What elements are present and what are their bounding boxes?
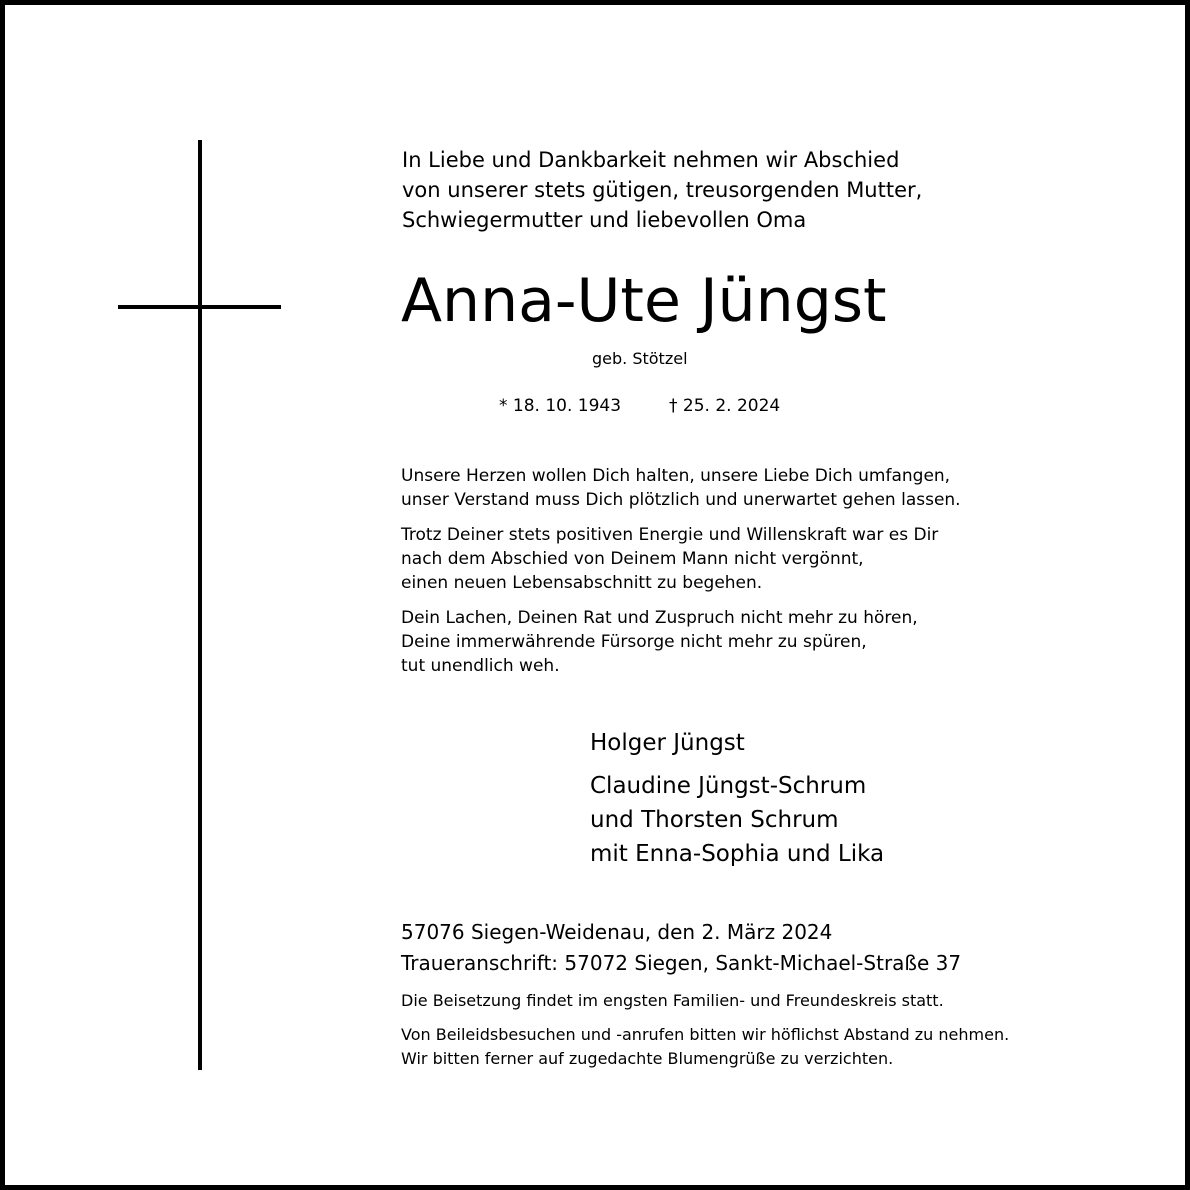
poem-line: Trotz Deiner stets positiven Energie und Willenskraft war es Dir: [401, 525, 939, 545]
poem-line: nach dem Abschied von Deinem Mann nicht vergönnt,: [401, 549, 864, 569]
mourner-group: [590, 726, 884, 760]
mourners: [590, 726, 884, 880]
mourner-line: Claudine Jüngst-Schrum: [590, 773, 867, 799]
note-line: Die Beisetzung findet im engsten Familien- und Freundeskreis statt.: [401, 991, 944, 1010]
poem-paragraph: [401, 464, 961, 512]
funeral-notes: [401, 989, 1009, 1081]
mourner-group: [590, 769, 884, 871]
cross-vertical-bar: [198, 140, 202, 1070]
poem: [401, 464, 961, 689]
place-and-address: [401, 917, 961, 979]
note-line: Wir bitten ferner auf zugedachte Blumengrüße zu verzichten.: [401, 1049, 894, 1068]
poem-line: Deine immerwährende Fürsorge nicht mehr zu spüren,: [401, 632, 867, 652]
poem-line: tut unendlich weh.: [401, 656, 560, 676]
mourner-line: Holger Jüngst: [590, 730, 745, 756]
mourning-address: Traueranschrift: 57072 Siegen, Sankt-Michael-Straße 37: [401, 951, 962, 975]
intro-line: von unserer stets gütigen, treusorgenden Mutter,: [402, 178, 923, 202]
deceased-name: Anna-Ute Jüngst: [401, 266, 887, 336]
intro-line: Schwiegermutter und liebevollen Oma: [402, 208, 807, 232]
intro-text: [402, 145, 922, 235]
note-line: Von Beileidsbesuchen und -anrufen bitten wir höflichst Abstand zu nehmen.: [401, 1025, 1010, 1044]
poem-line: einen neuen Lebensabschnitt zu begehen.: [401, 573, 763, 593]
cross-horizontal-bar: [118, 305, 281, 309]
life-dates: [499, 394, 781, 418]
note-paragraph: [401, 1023, 1009, 1071]
poem-paragraph: [401, 523, 961, 595]
poem-paragraph: [401, 606, 961, 678]
poem-line: Unsere Herzen wollen Dich halten, unsere Liebe Dich umfangen,: [401, 466, 951, 486]
intro-line: In Liebe und Dankbarkeit nehmen wir Abschied: [402, 148, 900, 172]
birth-date: * 18. 10. 1943: [499, 396, 622, 416]
death-date: † 25. 2. 2024: [669, 396, 781, 416]
note-paragraph: [401, 989, 1009, 1013]
maiden-name: geb. Stötzel: [592, 349, 688, 368]
poem-line: Dein Lachen, Deinen Rat und Zuspruch nicht mehr zu hören,: [401, 608, 918, 628]
place-date: 57076 Siegen-Weidenau, den 2. März 2024: [401, 920, 833, 944]
mourner-line: mit Enna-Sophia und Lika: [590, 841, 885, 867]
poem-line: unser Verstand muss Dich plötzlich und unerwartet gehen lassen.: [401, 490, 961, 510]
mourner-line: und Thorsten Schrum: [590, 807, 839, 833]
